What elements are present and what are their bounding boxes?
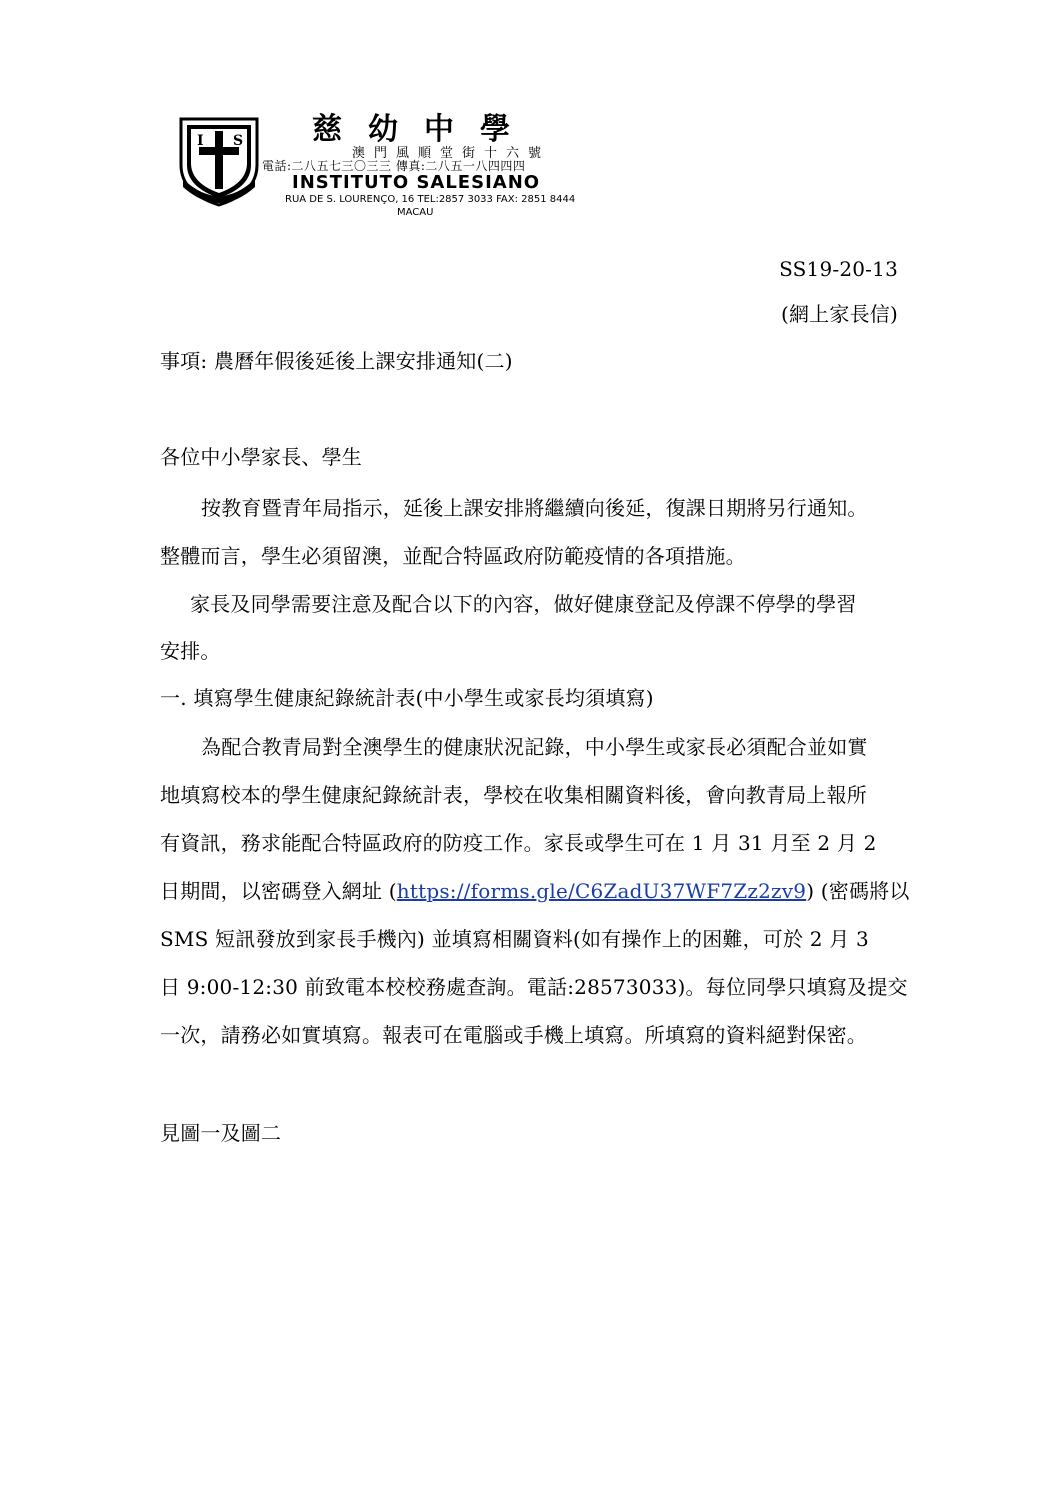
school-name-portuguese: INSTITUTO SALESIANO (292, 172, 541, 193)
salutation: 各位中小學家長、學生 (160, 445, 362, 469)
svg-text:I: I (197, 133, 204, 149)
figure-reference: 見圖一及圖二 (160, 1121, 282, 1145)
school-name-chinese: 慈幼中學 (312, 112, 536, 147)
paragraph-1-line-2: 整體而言，學生必須留澳，並配合特區政府防範疫情的各項措施。 (160, 544, 746, 568)
section-1-line-4 (160, 877, 910, 905)
section-1-line-1: 為配合教青局對全澳學生的健康狀況記錄，中小學生或家長必須配合並如實 (201, 735, 868, 759)
paragraph-2-line-2: 安排。 (160, 639, 221, 663)
subject-line: 事項: 農曆年假後延後上課安排通知(二) (160, 349, 513, 373)
section-1-line-3: 有資訊，務求能配合特區政府的防疫工作。家長或學生可在 1 月 31 月至 2 月 2 (160, 831, 877, 855)
paragraph-2-line-1: 家長及同學需要注意及配合以下的內容，做好健康登記及停課不停學的學習 (190, 592, 857, 616)
section-1-line-2: 地填寫校本的學生健康紀錄統計表，學校在收集相關資料後，會向教青局上報所 (160, 783, 867, 807)
svg-text:S: S (233, 133, 244, 149)
school-crest-logo (173, 113, 265, 209)
section-1-line-4-pre: 日期間，以密碼登入網址 ( (160, 879, 397, 903)
school-address-chinese: 澳門風順堂街十六號 (352, 146, 551, 161)
section-1-line-5: SMS 短訊發放到家長手機內) 並填寫相關資料(如有操作上的困難，可於 2 月 3 (160, 927, 869, 951)
section-1-line-4-post: ) (密碼將以 (806, 879, 910, 903)
section-1-line-7: 一次，請務必如實填寫。報表可在電腦或手機上填寫。所填寫的資料絕對保密。 (160, 1023, 867, 1047)
health-form-link[interactable]: https://forms.gle/C6ZadU37WF7Zz2zv9 (396, 879, 807, 903)
school-phone-fax-chinese: 電話:二八五七三〇三三 傳真:二八五一八四四四 (262, 159, 526, 173)
document-type-note: (網上家長信) (780, 302, 898, 326)
section-1-line-6: 日 9:00-12:30 前致電本校校務處查詢。電話:28573033)。每位同學只填寫及提交 (160, 975, 908, 999)
school-city: MACAU (397, 207, 434, 218)
document-reference: SS19-20-13 (779, 257, 898, 281)
paragraph-1-line-1: 按教育暨青年局指示，延後上課安排將繼續向後延，復課日期將另行通知。 (201, 496, 868, 520)
school-address-portuguese: RUA DE S. LOURENÇO, 16 TEL:2857 3033 FAX: 2851 8444 (285, 194, 576, 205)
section-1-title: 一. 填寫學生健康紀錄統計表(中小學生或家長均須填寫) (160, 686, 654, 710)
